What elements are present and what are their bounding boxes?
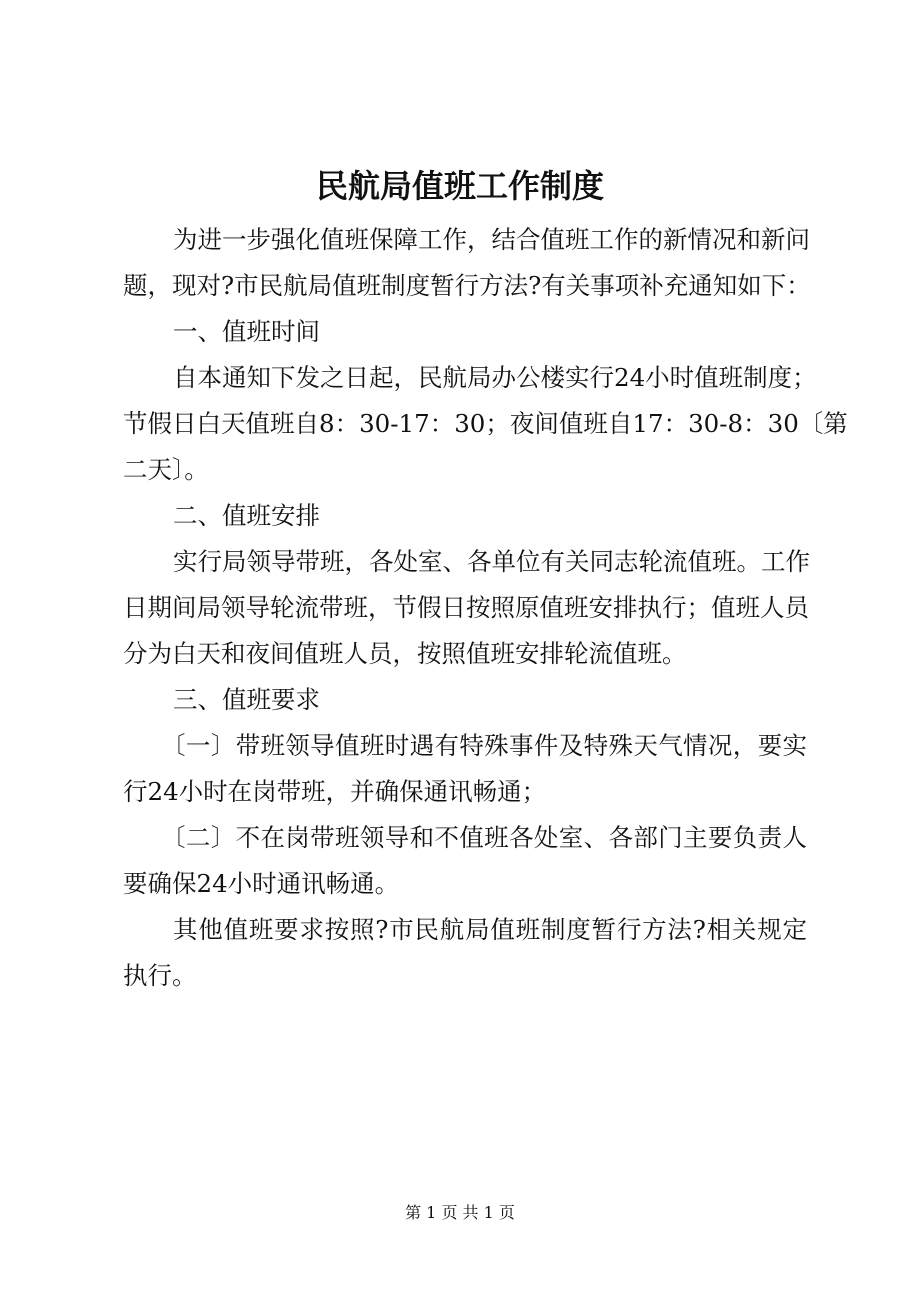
text-line: 执行。 (123, 961, 197, 990)
text-line: 自本通知下发之日起，民航局办公楼实行24小时值班制度； (173, 363, 817, 392)
document-title: 民航局值班工作制度 (315, 167, 604, 205)
paragraph-requirement-2 (123, 815, 807, 907)
paragraph-requirement-1 (123, 723, 807, 815)
text-line: 为进一步强化值班保障工作，结合值班工作的新情况和新问 (173, 225, 810, 254)
page-number: 第 1 页 共 1 页 (405, 1203, 515, 1222)
text-line: 题，现对?市民航局值班制度暂行方法?有关事项补充通知如下： (123, 271, 811, 300)
document-body (123, 217, 848, 999)
section-heading-1 (123, 309, 807, 355)
text-line: 其他值班要求按照?市民航局值班制度暂行方法?相关规定 (173, 915, 807, 944)
paragraph-duty-time (123, 355, 848, 493)
text-line: 实行局领导带班，各处室、各单位有关同志轮流值班。工作 (173, 547, 810, 576)
text-line: 一、值班时间 (173, 317, 320, 346)
paragraph-other-requirements (123, 907, 807, 999)
text-line: 要确保24小时通讯畅通。 (123, 869, 400, 898)
section-heading-2 (123, 493, 807, 539)
section-heading-3 (123, 677, 807, 723)
text-line: 行24小时在岗带班，并确保通讯畅通； (123, 777, 547, 806)
text-line: 〔二〕不在岗带班领导和不值班各处室、各部门主要负责人 (161, 823, 807, 852)
text-line: 二、值班安排 (173, 501, 320, 530)
text-line: 日期间局领导轮流带班，节假日按照原值班安排执行；值班人员 (123, 593, 809, 622)
text-line: 节假日白天值班自8：30-17：30；夜间值班自17：30-8：30〔第 (123, 409, 848, 438)
text-line: 三、值班要求 (173, 685, 320, 714)
paragraph-intro (123, 217, 811, 309)
text-line: 〔一〕带班领导值班时遇有特殊事件及特殊天气情况，要实 (161, 731, 807, 760)
text-line: 分为白天和夜间值班人员，按照值班安排轮流值班。 (123, 639, 687, 668)
text-line: 二天〕。 (123, 455, 209, 484)
paragraph-duty-arrangement (123, 539, 810, 677)
